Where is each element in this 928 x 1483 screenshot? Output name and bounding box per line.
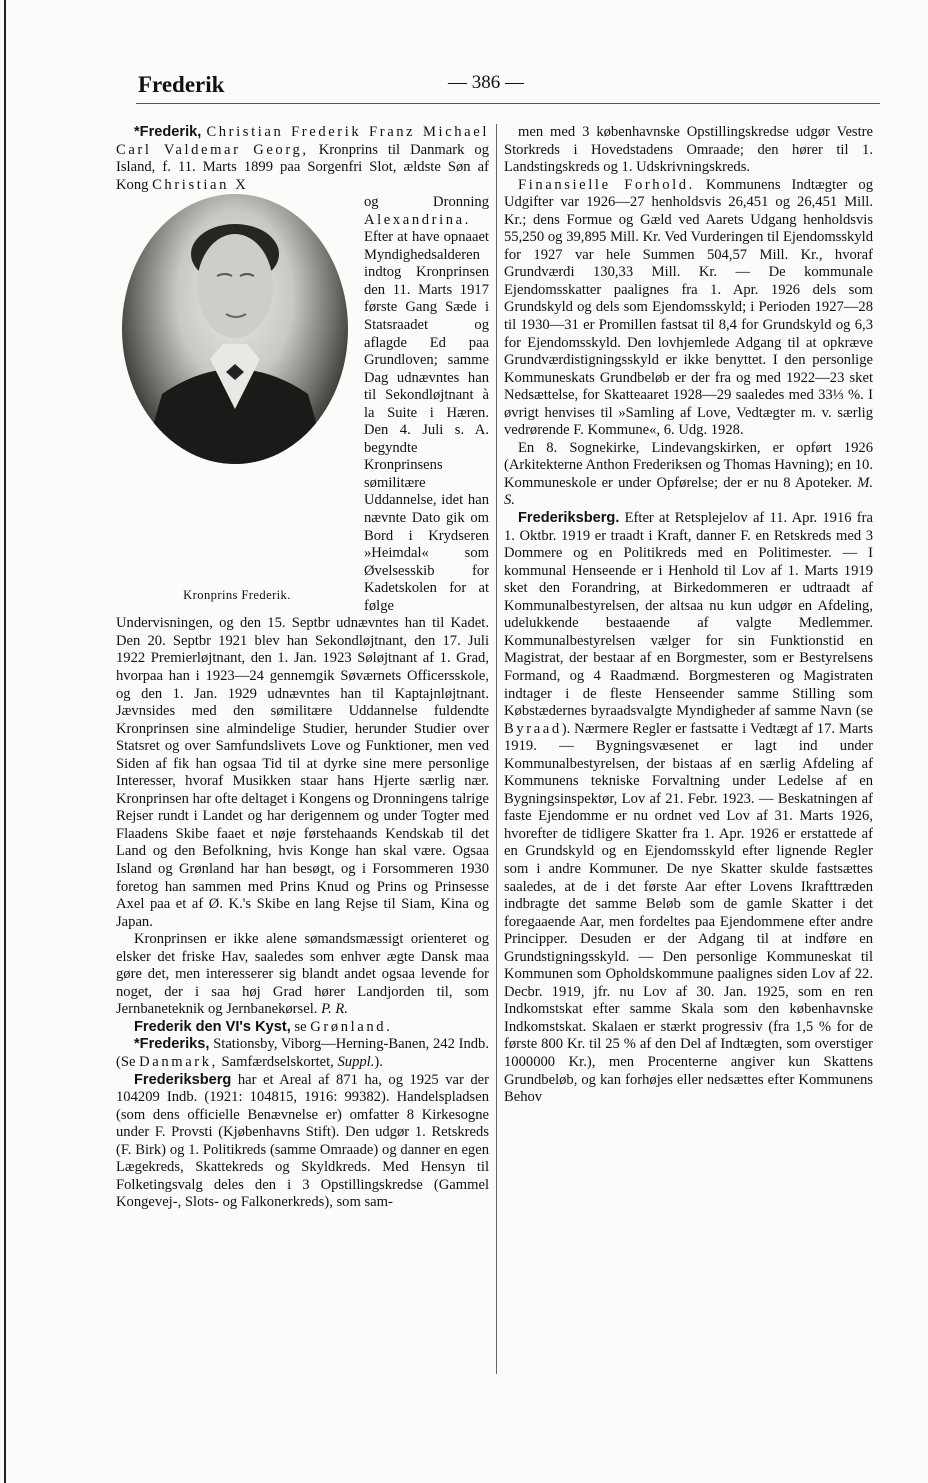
photo-caption: Kronprins Frederik.: [183, 588, 291, 603]
portrait-face: [197, 234, 273, 338]
right-column: [504, 124, 873, 1107]
entry-frederiksberg-2: Frederiksberg. Efter at Retsplejelov af 11. Apr. 1916 fra 1. Oktbr. 1919 er traadt i Kraft, danner F. en Retskreds med 3 Dommere og en Politikreds med en Politimester. — I kommunal Henseende er i Henhold til Lov af 1. Marts 1919 sket den Forandring, at Birkedommeren er udtraadt af Kommunalbestyrelsen, der altsaa nu kun udgør en Afdeling, udelukkende bestaaende af valgte Medlemmer. Kommunalbestyrelsen vælger for sin Funktionstid en Magistrat, der bestaar af en Borgmester, som er Bestyrelsens Formand, og 4 Raadmænd. Borgmesteren og Magistraten indtager i de fleste Henseender samme Stilling som Købstædernes byraadsvalgte Myndigheder af samme Navn (se Byraad). Nærmere Regler er fastsatte i Vedtægt af 17. Marts 1919. — Bygningsvæsenet er lagt ind under Kommunalbestyrelsen, der bistaas af en særlig Afdeling af Kommunens tekniske Forvaltning under Ledelse af en Bygningsinspektør, Lov af 21. Febr. 1923. — Beskatningen af faste Ejendomme er nu ordnet ved Lov af 31. Marts 1926, hvorefter de tidligere Skatter fra 1. Apr. 1926 er erstattede af en Grundskyld og en Ejendomsskyld efter lignende Regler som i andre Kommuner. De nye Skatter skulde fastsættes saaledes, at de i det første Aar efter Lovens Ikrafttræden indbragte det samme Beløb som de gamle Skatter i det foregaaende Aar, men fordeltes paa Ejendommene efter andre Principper. Desuden er der Adgang til at indføre en Grundstigningsskyld. — Den personlige Kommuneskat til Kommunen som Opholdskommune paalignes siden Lov af 22. Decbr. 1919, jfr. nu Lov af 30. Jan. 1925, som en ren Indkomstskat efter samme Skala som den københavnske Indkomstskat. Skalaen er stærkt progressiv (fra 1,5 % for de første 800 Kr. til 25 % af den Del af Indtægten, som overstiger 1000000 Kr.), men Procenterne angiver kun Skattens Grundbeløb, og kan forhøjes eller nedsættes efter Kommunens Behov: [504, 510, 873, 1106]
paragraph-sognekirke: En 8. Sognekirke, Lindevangskirken, er opført 1926 (Arkitekterne Anthon Frederiksen og Thomas Havning); en 10. Kommuneskole er under Opførelse; der er nu 8 Apoteker. M. S.: [504, 439, 873, 509]
left-column: *Frederik, Christian Frederik Franz Michael Carl Valdemar Georg, Kronprins til Danmark og Island, f. 11. Marts 1899 paa Sorgenfri Slot, ældste Søn af Kong Christian X Kronprins Frederik. og Dronning Alexandrina. Efter at have opnaaet Myndighedsalderen indtog Kronprinsen den 11. Marts 1917 første Gang Sæde i Statsraadet og aflagde Ed paa Grundloven; samme Dag udnævntes han til Sekondløjtnant à la Suite i Hæren. Den 4. Juli s. A. begyndte Kronprinsens sømilitære Uddannelse, idet han nævnte Dato gik om Bord i Krydseren »Heimdal« som Øvelsesskib for Kadetskolen for at følge Undervisningen, og den 15. Septbr udnævntes han til Kadet. Den 20. Septbr 1921 blev han Sekondløjtnant, den 17. Juli 1922 Premierløjtnant, den 1. Jan. 1923 Søløjtnant af 1. Grad, hvorpaa han i 1923—24 gennemgik Søværnets Officersskole, og den 1. Jan. 1929 udnævntes han til Kaptajnløjtnant. Jævnsides med den sømilitære Uddannelse fuldendte Kronprinsen sine almindelige Studier, herunder Studier over Statsret og over Samfundslivets Love og Funktioner, men ved Siden af fik han ogsaa Tid til at dyrke sine mere personlige Interesser, hvoraf Musikken staar hans Hjerte særlig nær. Kronprinsen har ofte deltaget i Kongens og Dronningens talrige Rejser rundt i Landet og har derigennem og under Togter med Flaadens Skibe faaet et nøje førstehaands Kendskab til det Land og den Befolkning, hvis Konge han skal være. Ogsaa Island og Grønland har han besøgt, og i Forsommeren 1930 foretog han sammen med Prins Knud og Prins og Prinsesse Axel paa et af Ø. K.'s Skibe en lang Rejse til Siam, Kina og Japan. Kronprinsen er ikke alene sømandsmæssigt orienteret og elsker det friske Hav, saaledes som enhver ægte Dansk maa gøre det, men interesserer sig blandt andet ogsaa levende for noget, der i saa høj Grad hører Landjorden til, som Jernbaneteknik og Jernbanekørsel. P. R. Frederik den VI's Kyst, se Grønland. *Frederiks, Stationsby, Viborg—Herning-Banen, 242 Indb. (Se Danmark, Samfærdselskortet, Suppl.). Frederiksberg har et Areal af 871 ha, og 1925 var der 104209 Indb. (1921: 104815, 1916: 99382). Handelspladsen (som dens officielle Benævnelse er) omfatter 8 Kirkesogne under F. Provsti (Kjøbenhavns Stift). Den udgør 1. Retskreds (F. Birk) og 1. Politikreds (samme Omraade) og danner en egen Lægekreds, Skattekreds og Skyldkreds. Med Hensyn til Folketingsvalg deles den i 3 Opstillingskredse (Gammel Kongevej-, Slots- og Falkonerkreds), som sam-: [116, 124, 489, 1211]
section-finansielle-forhold: Finansielle Forhold. Kommunens Indtægter og Udgifter var 1926—27 henholdsvis 26,451 og 26,451 Mill. Kr.; dens Formue og Gæld ved Aarets Udgang henholdsvis 55,250 og 39,895 Mill. Kr. Ved Vurderingen til Ejendomsskyld for 1927 var hele Summen 504,57 Mill. Kr., hvoraf Grundværdi 130,33 Mill. Kr. — De kommunale Ejendomsskatter paalignes fra 1. Apr. 1926 dels som Grundskyld og dels som Ejendomsskyld; i Perioden 1927—28 til 1930—31 er Promillen fastsat til 8,4 for Grundskyld og 6,3 for Ejendomsskyld. Den lovhjemlede Adgang til at opkræve Grundværdistigningsskyld er ikke benyttet. I den personlige Kommuneskats Grundbeløb er der fra og med 1922—23 sket Nedsættelse, for Skatteaaret 1928—29 saaledes med 33⅓ %. I øvrigt henvises til »Samling af Love, Vedtægter m. v. særlig vedrørende F. Kommune«, 6. Udg. 1928.: [504, 176, 873, 439]
headword: Frederik den VI's Kyst,: [134, 1018, 291, 1035]
paragraph-kronprinsen: Kronprinsen er ikke alene sømandsmæssigt orienteret og elsker det friske Hav, saaledes som enhver ægte Dansk maa gøre det, men interesserer sig blandt andet ogsaa levende for noget, der i saa høj Grad hører Landjorden til, som Jernbaneteknik og Jernbanekørsel. P. R.: [116, 931, 489, 1018]
headword: *Frederiks,: [134, 1036, 210, 1053]
page-number: — 386 —: [448, 72, 524, 93]
entry-frederik: *Frederik, Christian Frederik Franz Michael Carl Valdemar Georg, Kronprins til Danmark og Island, f. 11. Marts 1899 paa Sorgenfri Slot, ældste Søn af Kong Christian X: [116, 124, 489, 193]
headword: Frederiksberg: [134, 1071, 232, 1088]
page-header: [138, 68, 878, 102]
cross-reference: Danmark,: [139, 1053, 218, 1070]
cross-reference: Grønland.: [310, 1018, 393, 1035]
headword: Frederiksberg.: [518, 510, 620, 527]
header-title: Frederik: [138, 72, 225, 97]
signature: P. R.: [321, 1001, 348, 1018]
entry-name: Christian Frederik Franz Michael Carl Valdemar Georg,: [116, 124, 489, 158]
entry-frederiksberg: Frederiksberg har et Areal af 871 ha, og 1925 var der 104209 Indb. (1921: 104815, 1916: 99382). Handelspladsen (som dens officielle Benævnelse er) omfatter 8 Kirkesogne under F. Provsti (Kjøbenhavns Stift). Den udgør 1. Retskreds (F. Birk) og 1. Politikreds (samme Omraade) og danner en egen Lægekreds, Skattekreds og Skyldkreds. Med Hensyn til Folketingsvalg deles den i 3 Opstillingskredse (Gammel Kongevej-, Slots- og Falkonerkreds), som sam-: [116, 1071, 489, 1211]
portrait-figure: [116, 194, 358, 609]
portrait-photo: [122, 194, 348, 464]
cross-reference: Byraad: [504, 720, 562, 737]
entry-frederik-vi-kyst: Frederik den VI's Kyst, se Grønland.: [134, 1018, 393, 1035]
portrait-drawing: [122, 194, 348, 464]
column-divider: [496, 124, 497, 1374]
header-rule: [136, 103, 880, 104]
entry-frederiks: *Frederiks, Stationsby, Viborg—Herning-Banen, 242 Indb. (Se Danmark, Samfærdselskortet, Suppl.).: [116, 1036, 489, 1070]
page-edge-line: [4, 0, 6, 1483]
section-heading: Finansielle Forhold.: [518, 176, 695, 193]
signature: M. S.: [504, 474, 873, 509]
name-alexandrina: Alexandrina.: [364, 211, 471, 228]
paragraph-continued: men med 3 københavnske Opstillingskredse udgør Vestre Storkreds i Hovedstadens Omraade; den hører til 1. Landstingskreds og 1. Udskrivningskreds.: [504, 124, 873, 176]
headword: *Frederik,: [134, 124, 202, 140]
